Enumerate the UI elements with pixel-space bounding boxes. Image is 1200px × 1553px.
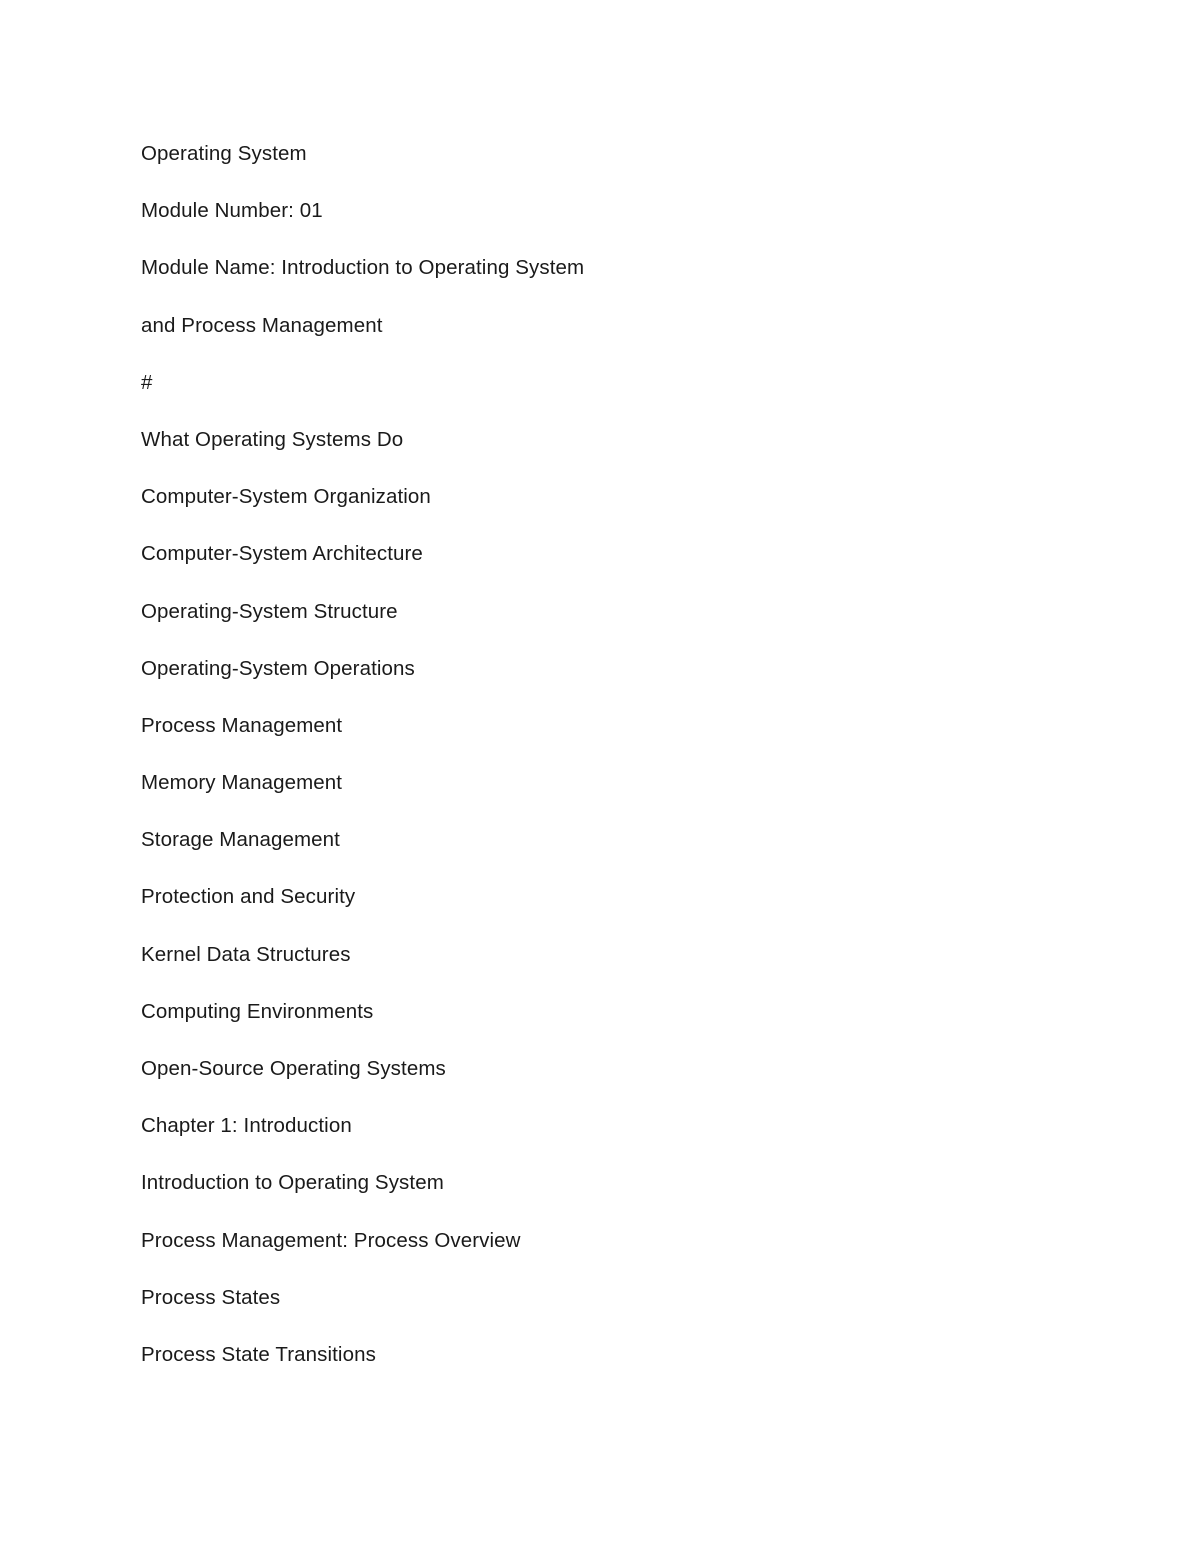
topic-line: What Operating Systems Do (141, 427, 404, 451)
topic-line: Open-Source Operating Systems (141, 1057, 446, 1080)
chapter-heading: Chapter 1: Introduction (141, 1114, 352, 1138)
topic-line: Process Management (141, 713, 343, 737)
hash-marker: # (141, 370, 153, 394)
module-number: Module Number: 01 (141, 199, 323, 223)
topic-line: Memory Management (141, 771, 343, 795)
topic-line: Storage Management (141, 828, 340, 852)
topic-line: Process States (141, 1285, 281, 1309)
topic-line: Process Management: Process Overview (141, 1228, 521, 1252)
topic-line: Computing Environments (141, 999, 374, 1023)
topic-line: Computer-System Architecture (141, 542, 423, 566)
topic-line: Operating-System Structure (141, 599, 398, 623)
topic-line: Kernel Data Structures (141, 942, 351, 966)
topic-line: Computer-System Organization (141, 485, 431, 509)
module-name-continued: and Process Management (141, 313, 383, 337)
course-title: Operating System (141, 142, 307, 165)
topic-line: Process State Transitions (141, 1342, 376, 1366)
topic-line: Introduction to Operating System (141, 1171, 444, 1195)
topic-line: Operating-System Operations (141, 656, 415, 680)
document-lines (141, 139, 584, 1397)
module-name: Module Name: Introduction to Operating System (141, 256, 585, 280)
topic-line: Protection and Security (141, 885, 356, 909)
